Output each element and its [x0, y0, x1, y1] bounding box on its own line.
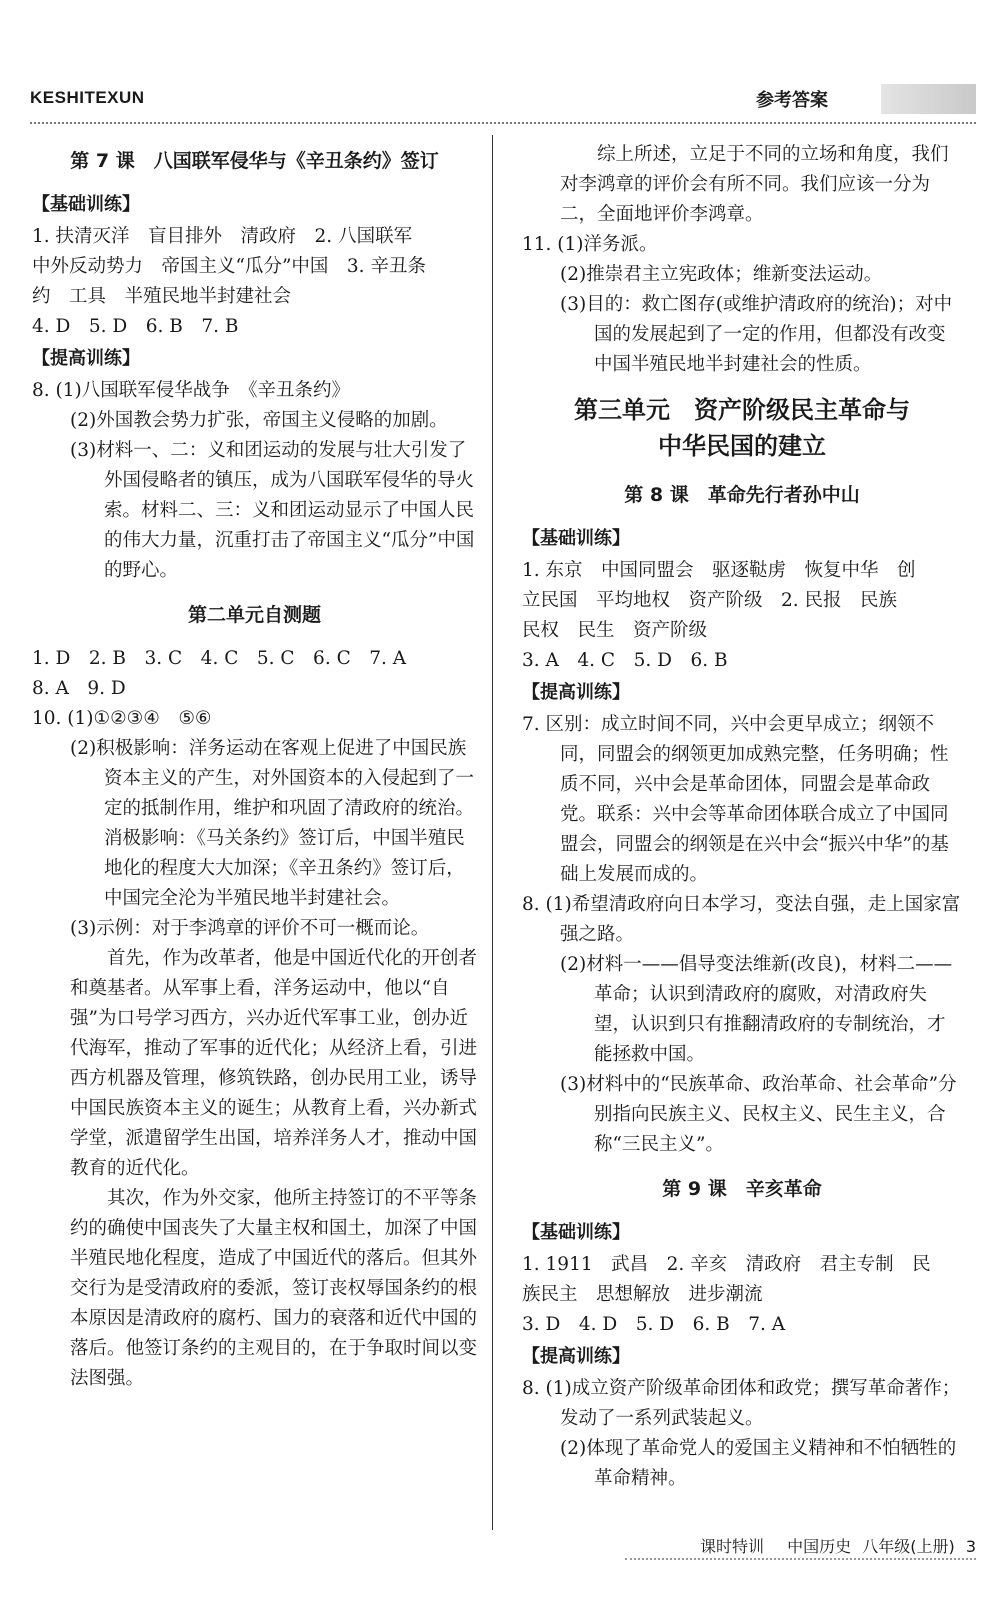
- unit-3-title: [522, 392, 962, 464]
- lesson-7-title: 第 7 课 八国联军侵华与《辛丑条约》签订: [70, 150, 439, 172]
- answer-paragraph: 7. 区别：成立时间不同，兴中会更早成立；纲领不同，同盟会的纲领更加成熟完整，任务明确；性质不同，兴中会是革命团体，同盟会是革命政党。联系：兴中会等革命团体联合成立了中国同盟会，同盟会的纲领是在兴中会“振兴中华”的基础上发展而成的。: [522, 714, 949, 885]
- answer-paragraph: (3)目的：救亡图存(或维护清政府的统治)；对中国的发展起到了一定的作用，但都没有改变中国半殖民地半封建社会的性质。: [560, 294, 953, 375]
- unit-3-title-line1: 第三单元 资产阶级民主革命与: [574, 396, 910, 424]
- footer-grade: 八年级(上册): [862, 1537, 955, 1556]
- answer-line: 3. D 4. D 5. D 6. B 7. A: [522, 1314, 786, 1335]
- unit-3-title-line2: 中华民国的建立: [658, 432, 826, 460]
- answer-line: 民权 民生 资产阶级: [522, 620, 708, 641]
- footer-subject: 中国历史: [787, 1537, 852, 1556]
- advanced-training-heading: 【提高训练】: [32, 348, 140, 369]
- lesson-8-title: 第 8 课 革命先行者孙中山: [624, 484, 860, 506]
- basic-training-heading: 【基础训练】: [522, 1222, 630, 1243]
- answer-paragraph: 8. (1)成立资产阶级革命团体和政党；撰写革命著作；发动了一系列武装起义。: [522, 1378, 961, 1429]
- answer-line: 立民国 平均地权 资产阶级 2. 民报 民族: [522, 590, 898, 611]
- answer-paragraph: 首先，作为改革者，他是中国近代化的开创者和奠基者。从军事上看，洋务运动中，他以“自强”为口号学习西方，兴办近代军事工业，创办近代海军，推动了军事的近代化；从经济上看，引进西方机器及管理，修筑铁路，创办民用工业，诱导中国民族资本主义的诞生；从教育上看，兴办新式学堂，派遣留学生出国，培养洋务人才，推动中国教育的近代化。: [70, 948, 478, 1179]
- footer-divider: [625, 1558, 976, 1560]
- answer-paragraph: (2)材料一——倡导变法维新(改良)，材料二——革命；认识到清政府的腐败，对清政府失望，认识到只有推翻清政府的专制统治，才能拯救中国。: [560, 954, 953, 1065]
- brand-name: KESHITEXUN: [30, 88, 145, 107]
- answer-line: (3)示例：对于李鸿章的评价不可一概而论。: [70, 918, 430, 939]
- answer-line: 8. A 9. D: [32, 678, 126, 699]
- answer-line: 3. A 4. C 5. D 6. B: [522, 650, 728, 671]
- right-column: [522, 140, 962, 1494]
- answer-line: 1. D 2. B 3. C 4. C 5. C 6. C 7. A: [32, 648, 407, 669]
- answer-line: 4. D 5. D 6. B 7. B: [32, 316, 239, 337]
- answer-line: (2)外国教会势力扩张，帝国主义侵略的加剧。: [70, 410, 448, 431]
- answer-paragraph: (3)材料一、二：义和团运动的发展与壮大引发了外国侵略者的镇压，成为八国联军侵华的导火索。材料二、三：义和团运动显示了中国人民的伟大力量，沉重打击了帝国主义“瓜分”中国的野心。: [70, 440, 475, 581]
- answer-line: 族民主 思想解放 进步潮流: [522, 1284, 763, 1305]
- advanced-training-heading: 【提高训练】: [522, 1346, 630, 1367]
- answer-line: 1. 扶清灭洋 盲目排外 清政府 2. 八国联军: [32, 226, 413, 247]
- answer-line: 8. (1)八国联军侵华战争 《辛丑条约》: [32, 380, 350, 401]
- advanced-training-heading: 【提高训练】: [522, 682, 630, 703]
- answer-paragraph: 8. (1)希望清政府向日本学习，变法自强，走上国家富强之路。: [522, 894, 961, 945]
- page-footer: [682, 1534, 976, 1557]
- answer-line: 1. 东京 中国同盟会 驱逐鞑虏 恢复中华 创: [522, 560, 916, 581]
- answer-line: 1. 1911 武昌 2. 辛亥 清政府 君主专制 民: [522, 1254, 931, 1275]
- answer-line: 中外反动势力 帝国主义“瓜分”中国 3. 辛丑条: [32, 256, 426, 277]
- header-divider: [30, 122, 976, 124]
- answer-paragraph: (2)体现了革命党人的爱国主义精神和不怕牺牲的革命精神。: [560, 1438, 957, 1489]
- lesson-9-title: 第 9 课 辛亥革命: [662, 1178, 822, 1200]
- answer-line: 约 工具 半殖民地半封建社会: [32, 286, 292, 307]
- unit-2-test-title: 第二单元自测题: [187, 604, 321, 626]
- basic-training-heading: 【基础训练】: [32, 194, 140, 215]
- section-title: 参考答案: [756, 90, 828, 111]
- answer-line: (2)推崇君主立宪政体；维新变法运动。: [560, 264, 883, 285]
- answer-line: 10. (1)①②③④ ⑤⑥: [32, 708, 212, 729]
- basic-training-heading: 【基础训练】: [522, 528, 630, 549]
- column-divider: [492, 135, 493, 1530]
- page-header: [30, 86, 976, 118]
- answer-line: 11. (1)洋务派。: [522, 234, 658, 255]
- header-tab-decoration: [881, 84, 976, 114]
- answer-paragraph: (2)积极影响：洋务运动在客观上促进了中国民族资本主义的产生，对外国资本的入侵起到了一定的抵制作用，维护和巩固了清政府的统治。消极影响：《马关条约》签订后，中国半殖民地化的程度大大加深；《辛丑条约》签订后，中国完全沦为半殖民地半封建社会。: [70, 738, 475, 909]
- answer-paragraph: 综上所述，立足于不同的立场和角度，我们对李鸿章的评价会有所不同。我们应该一分为二，全面地评价李鸿章。: [560, 144, 949, 225]
- answer-paragraph: 其次，作为外交家，他所主持签订的不平等条约的确使中国丧失了大量主权和国土，加深了中国半殖民地化程度，造成了中国近代的落后。但其外交行为是受清政府的委派，签订丧权辱国条约的根本原因是清政府的腐朽、国力的衰落和近代中国的落后。他签订条约的主观目的，在于争取时间以变法图强。: [70, 1188, 478, 1389]
- page-number: 3: [965, 1537, 976, 1556]
- footer-series: 课时特训: [700, 1537, 765, 1556]
- answer-paragraph: (3)材料中的“民族革命、政治革命、社会革命”分别指向民族主义、民权主义、民生主义，合称“三民主义”。: [560, 1074, 957, 1155]
- left-column: [32, 140, 477, 1394]
